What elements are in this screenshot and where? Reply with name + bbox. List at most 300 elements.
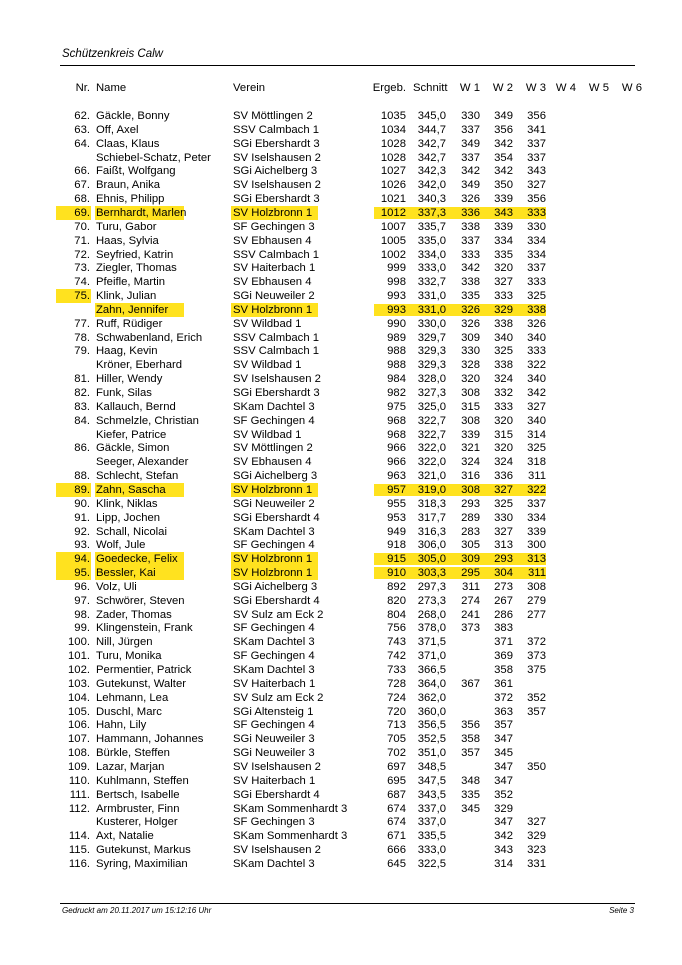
row-number: 90. [74,497,90,510]
score-w3: 337 [527,137,546,150]
table-row [0,248,682,262]
row-number: 100. [68,636,90,649]
result-average: 331,0 [417,290,446,302]
table-row [0,275,682,289]
row-number: 110. [68,774,90,787]
row-number: 82. [74,387,90,399]
score-w1: 345 [461,802,480,815]
result-total: 955 [387,497,406,510]
result-average: 351,0 [417,747,446,760]
club-name: SV Wildbad 1 [233,317,302,330]
shooter-name: Off, Axel [96,123,139,136]
result-average: 345,0 [417,110,446,122]
shooter-name: Bernhardt, Marlen [96,206,187,219]
result-average: 366,5 [417,664,446,676]
score-w2: 347 [494,774,513,787]
shooter-name: Goedecke, Felix [95,552,184,566]
row-number: 69. [56,206,91,220]
row-number: 73. [74,262,90,275]
score-w1: 357 [461,747,480,760]
result-total: 892 [387,580,406,593]
row-number: 106. [68,719,90,732]
club-name: SV Holzbronn 1 [231,206,318,220]
table-row [0,566,682,580]
club-name: SV Holzbronn 1 [231,552,318,566]
result-average: 342,7 [417,137,446,150]
result-average: 322,5 [417,857,446,870]
score-w3: 331 [527,857,546,870]
shooter-name: Zader, Thomas [96,608,172,621]
score-w1: 337 [461,234,480,247]
score-w3: 314 [527,428,546,441]
result-total: 998 [387,276,406,289]
result-total: 1028 [380,151,406,164]
row-number: 72. [74,248,90,261]
result-average: 342,0 [417,179,446,192]
shooter-name: Hammann, Johannes [96,733,204,746]
club-name: SV Ebhausen 4 [233,456,312,469]
table-row [0,718,682,732]
score-w2: 338 [494,359,513,372]
table-row [0,192,682,206]
score-w2: 315 [494,428,513,441]
club-name: SKam Sommenhardt 3 [233,802,348,815]
header-divider [60,65,635,66]
row-number: 99. [74,622,90,635]
score-w1: 309 [461,553,480,566]
club-name: SGi Aichelberg 3 [233,470,318,483]
shooter-name: Turu, Monika [96,650,162,663]
row-number: 81. [74,373,90,386]
club-name: SGi Neuweiler 2 [233,290,315,302]
club-name: SV Ebhausen 4 [233,234,312,247]
row-number [56,358,90,372]
score-w2: 325 [494,497,513,510]
row-number: 79. [74,345,90,358]
score-w1: 337 [461,123,480,136]
score-w2: 320 [494,262,513,275]
score-w2: 345 [494,747,513,760]
footer-divider [60,903,635,904]
shooter-name: Lipp, Jochen [96,511,161,524]
row-number: 68. [74,193,90,206]
score-w1 [453,649,480,663]
score-w2: 372 [494,691,513,704]
row-number: 93. [74,539,90,552]
table-row [0,137,682,151]
row-number: 83. [74,400,90,413]
table-row [0,760,682,774]
result-total: 984 [387,373,406,386]
row-number: 103. [68,677,90,690]
score-w3: 375 [527,664,546,676]
score-w1: 349 [461,137,480,150]
shooter-name: Klingenstein, Frank [96,622,193,635]
score-w3: 337 [527,262,546,275]
score-w3 [519,774,546,788]
score-w3: 340 [527,414,546,427]
score-w1: 330 [461,345,480,358]
result-average: 362,0 [417,691,446,704]
score-w1: 289 [461,511,480,524]
score-w2: 343 [494,206,513,219]
club-name: SKam Sommenhardt 3 [233,830,348,843]
score-w2: 383 [494,622,513,635]
table-row [0,788,682,802]
score-w1: 274 [461,594,480,607]
shooter-name: Ehnis, Philipp [96,193,165,206]
result-average: 344,7 [417,123,446,136]
club-name: SV Holzbronn 1 [231,566,318,580]
result-total: 990 [387,317,406,330]
shooter-name: Nill, Jürgen [96,636,153,649]
result-average: 322,0 [417,442,446,455]
table-row [0,621,682,635]
club-name: SKam Dachtel 3 [233,525,315,538]
score-w1: 348 [461,774,480,787]
table-row [0,649,682,663]
result-total: 949 [387,525,406,538]
score-w1 [453,815,480,829]
score-w2: 371 [494,636,513,649]
club-name: SV Möttlingen 2 [233,442,313,455]
club-name: SF Gechingen 3 [233,816,315,829]
score-w3: 352 [527,691,546,704]
score-w1 [453,705,480,719]
column-header-w6: W 6 [621,82,642,94]
table-row [0,414,682,428]
score-w3: 337 [527,151,546,164]
result-average: 329,3 [417,345,446,358]
club-name: SV Sulz am Eck 2 [233,608,324,621]
table-row [0,123,682,137]
column-header-w5: W 5 [588,82,609,94]
club-name: SV Holzbronn 1 [231,303,318,317]
result-average: 337,0 [417,802,446,815]
club-name: SV Iselshausen 2 [233,844,321,856]
score-w3: 372 [527,636,546,649]
score-w2: 327 [494,276,513,289]
score-w1: 308 [461,387,480,399]
club-name: SKam Dachtel 3 [233,857,315,870]
column-header-w1: W 1 [459,82,480,94]
score-w1: 241 [461,608,480,621]
score-w3: 277 [527,608,546,621]
row-number: 64. [74,137,90,150]
result-total: 820 [387,594,406,607]
score-w3 [519,788,546,802]
column-header-w2: W 2 [492,82,513,94]
table-row [0,303,682,317]
club-name: SGi Ebershardt 4 [233,788,320,801]
shooter-name: Hiller, Wendy [96,373,163,386]
score-w2: 286 [494,608,513,621]
shooter-name: Hahn, Lily [96,719,147,732]
shooter-name: Funk, Silas [96,387,152,399]
club-name: SV Iselshausen 2 [233,151,321,164]
score-w2: 347 [494,733,513,746]
score-w2: 320 [494,442,513,455]
result-total: 957 [387,483,406,496]
table-row [0,663,682,677]
club-name: SGi Altensteig 1 [233,705,314,718]
row-number: 95. [56,566,91,580]
score-w1: 342 [461,262,480,275]
result-average: 356,5 [417,719,446,732]
shooter-name: Faißt, Wolfgang [96,165,176,178]
result-total: 713 [387,719,406,732]
shooter-name: Schwörer, Steven [96,594,185,607]
result-total: 1034 [380,123,406,136]
result-average: 371,0 [417,650,446,663]
result-average: 322,7 [417,414,446,427]
row-number: 96. [74,580,90,593]
score-w2: 325 [494,345,513,358]
shooter-name: Ruff, Rüdiger [96,317,163,330]
table-row [0,802,682,816]
result-average: 321,0 [417,470,446,483]
shooter-name: Bessler, Kai [95,566,184,580]
result-total: 1005 [380,234,406,247]
result-total: 645 [387,857,406,870]
score-w1 [453,760,480,774]
score-w3: 342 [527,387,546,399]
score-w2: 293 [494,553,513,566]
score-w2: 357 [494,719,513,732]
score-w3: 322 [527,483,546,496]
result-average: 335,5 [417,830,446,843]
table-row [0,331,682,345]
row-number: 78. [74,331,90,344]
club-name: SV Wildbad 1 [233,428,302,441]
shooter-name: Permentier, Patrick [96,664,192,676]
club-name: SF Gechingen 4 [233,414,315,427]
score-w2: 347 [494,816,513,829]
score-w1: 356 [461,719,480,732]
score-w2: 327 [494,525,513,538]
score-w1 [453,691,480,705]
row-number: 84. [74,414,90,427]
table-row [0,857,682,871]
result-average: 337,3 [417,206,446,219]
result-total: 1026 [380,179,406,192]
table-row [0,829,682,843]
score-w1: 358 [461,733,480,746]
score-w1: 320 [461,373,480,386]
result-average: 305,0 [417,553,446,566]
result-total: 724 [387,691,406,704]
club-name: SV Iselshausen 2 [233,179,321,192]
club-name: SGi Aichelberg 3 [233,580,318,593]
score-w2: 329 [494,802,513,815]
table-row [0,469,682,483]
result-average: 352,5 [417,733,446,746]
score-w1: 330 [461,110,480,122]
score-w2: 324 [494,456,513,469]
score-w3: 333 [527,345,546,358]
score-w3: 330 [527,220,546,233]
result-total: 993 [387,290,406,302]
table-row [0,289,682,303]
score-w3: 334 [527,511,546,524]
table-row [0,441,682,455]
score-w2: 333 [494,400,513,413]
score-w1: 308 [461,483,480,496]
score-w3 [519,621,546,635]
score-w3: 327 [527,400,546,413]
shooter-name: Turu, Gabor [96,220,157,233]
shooter-name: Klink, Niklas [96,497,158,510]
shooter-name: Haag, Kevin [96,345,158,358]
score-w3: 356 [527,110,546,122]
table-row [0,635,682,649]
result-average: 327,3 [417,387,446,399]
score-w3: 350 [527,760,546,773]
result-total: 963 [387,470,406,483]
club-name: SV Haiterbach 1 [233,774,316,787]
result-total: 999 [387,262,406,275]
club-name: SSV Calmbach 1 [233,331,320,344]
shooter-name: Kallauch, Bernd [96,400,176,413]
result-average: 330,0 [417,317,446,330]
result-total: 697 [387,760,406,773]
table-row [0,164,682,178]
score-w2: 304 [494,567,513,579]
result-total: 968 [387,428,406,441]
result-average: 325,0 [417,400,446,413]
club-name: SGi Ebershardt 4 [233,594,320,607]
result-total: 966 [387,442,406,455]
result-total: 988 [387,345,406,358]
result-average: 334,0 [417,248,446,261]
table-row [0,538,682,552]
row-number: 107. [68,733,90,746]
shooter-name: Lazar, Marjan [96,760,165,773]
result-total: 1035 [380,110,406,122]
score-w1: 326 [461,193,480,206]
result-average: 303,3 [417,567,446,579]
club-name: SF Gechingen 3 [233,220,315,233]
table-row [0,261,682,275]
row-number: 86. [74,442,90,455]
table-row [0,220,682,234]
result-average: 322,0 [417,456,446,469]
score-w1: 337 [461,151,480,164]
table-row [0,774,682,788]
score-w1: 308 [461,414,480,427]
column-header-w4: W 4 [555,82,576,94]
result-average: 371,5 [417,636,446,649]
shooter-name: Gäckle, Bonny [96,110,170,122]
club-name: SSV Calmbach 1 [233,248,320,261]
row-number: 92. [74,525,90,538]
score-w2: 267 [494,594,513,607]
print-timestamp: Gedruckt am 20.11.2017 um 15:12:16 Uhr [62,906,212,915]
shooter-name: Armbruster, Finn [96,802,180,815]
score-w3: 323 [527,844,546,856]
result-average: 348,5 [417,760,446,773]
table-row [0,109,682,123]
result-average: 342,7 [417,151,446,164]
row-number: 111. [69,788,90,801]
score-w1: 338 [461,276,480,289]
row-number: 88. [74,470,90,483]
result-average: 297,3 [417,580,446,593]
score-w3: 325 [527,442,546,455]
score-w1: 305 [461,539,480,552]
table-row [0,428,682,442]
column-header-ergebnis: Ergeb. [372,82,406,94]
score-w2: 358 [494,664,513,676]
score-w1: 321 [461,442,480,455]
shooter-name: Schiebel-Schatz, Peter [96,151,211,164]
score-w3: 313 [527,553,546,566]
club-name: SF Gechingen 4 [233,622,315,635]
table-row [0,483,682,497]
row-number: 74. [74,276,90,289]
club-name: SGi Ebershardt 3 [233,387,320,399]
club-name: SV Ebhausen 4 [233,276,312,289]
club-name: SV Wildbad 1 [233,359,302,372]
table-row [0,372,682,386]
score-w2: 335 [494,248,513,261]
score-w1: 335 [461,788,480,801]
club-name: SGi Neuweiler 3 [233,733,315,746]
score-w3 [519,802,546,816]
row-number: 114. [68,830,90,843]
column-header-w3: W 3 [525,82,546,94]
result-average: 335,0 [417,234,446,247]
score-w2: 356 [494,123,513,136]
row-number: 108. [68,747,90,760]
row-number: 67. [74,179,90,192]
row-number: 98. [74,608,90,621]
table-row [0,455,682,469]
result-average: 360,0 [417,705,446,718]
score-w2: 347 [494,760,513,773]
shooter-name: Schwabenland, Erich [96,331,203,344]
score-w3: 334 [527,234,546,247]
score-w2: 339 [494,220,513,233]
score-w3: 325 [527,290,546,302]
score-w2: 334 [494,234,513,247]
score-w3: 340 [527,373,546,386]
row-number [56,455,90,469]
row-number: 66. [74,165,90,178]
table-row [0,358,682,372]
table-row [0,815,682,829]
score-w1: 339 [461,428,480,441]
score-w2: 342 [494,830,513,843]
score-w3: 326 [527,317,546,330]
score-w3: 279 [527,594,546,607]
score-w3: 333 [527,206,546,219]
club-name: SV Sulz am Eck 2 [233,691,324,704]
club-name: SF Gechingen 4 [233,719,315,732]
score-w2: 363 [494,705,513,718]
table-row [0,400,682,414]
score-w3: 327 [527,179,546,192]
club-name: SGi Neuweiler 2 [233,497,315,510]
club-name: SSV Calmbach 1 [233,123,320,136]
result-total: 756 [387,622,406,635]
table-row [0,705,682,719]
result-total: 1021 [380,193,406,206]
result-average: 328,0 [417,373,446,386]
row-number: 97. [74,594,90,607]
table-row [0,234,682,248]
shooter-name: Pfeifle, Martin [96,276,166,289]
